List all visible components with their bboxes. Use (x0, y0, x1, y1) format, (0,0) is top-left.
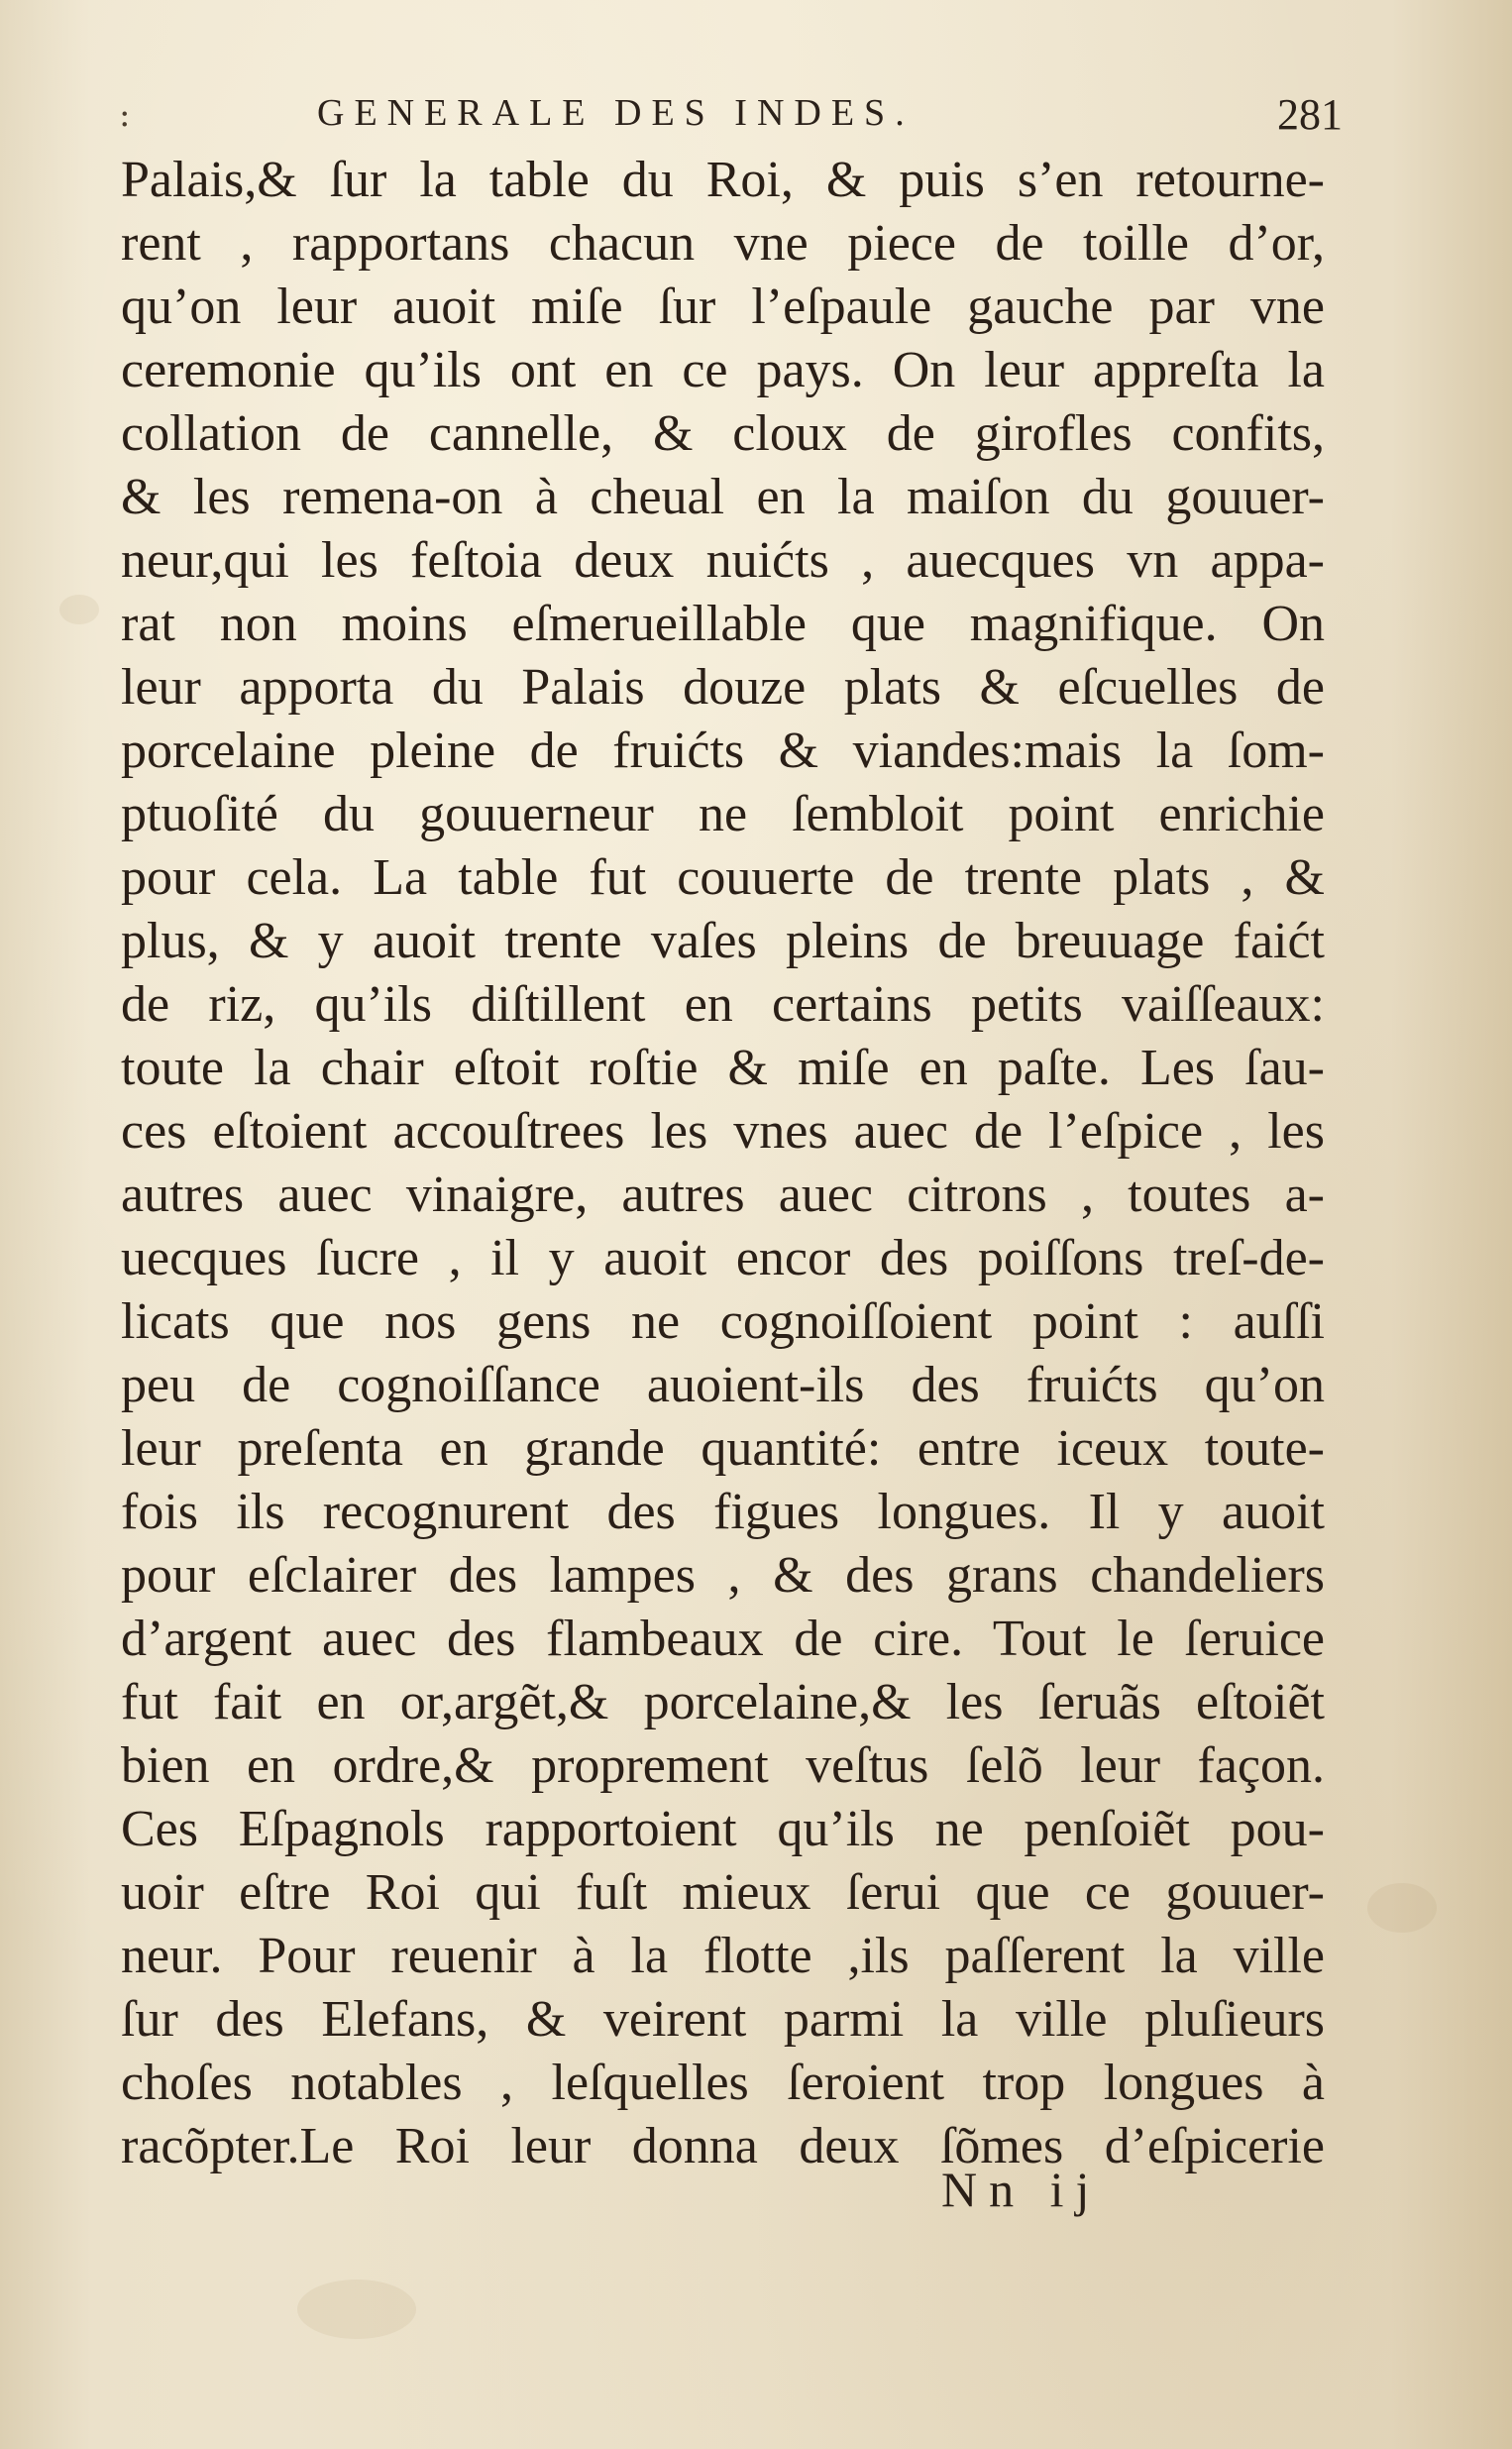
text-line: uoir eſtre Roi qui fuſt mieux ſerui que ce gouuer- (121, 1864, 1325, 1921)
text-line: autres auec vinaigre, autres auec citrons , toutes a- (121, 1167, 1325, 1223)
text-line: collation de cannelle, & cloux de girofles confits, (121, 405, 1325, 462)
text-line: & les remena-on à cheual en la maiſon du gouuer- (121, 469, 1325, 525)
text-line: fut fait en or,argẽt,& porcelaine,& les ſeruãs eſtoiẽt (121, 1674, 1325, 1730)
text-line: racõpter.Le Roi leur donna deux ſõmes d’eſpicerie (121, 2118, 1325, 2174)
text-line: leur apporta du Palais douze plats & eſcuelles de (121, 659, 1325, 716)
text-line: rat non moins eſmerueillable que magnifique. On (121, 596, 1325, 652)
text-line: d’argent auec des flambeaux de cire. Tout le ſeruice (121, 1611, 1325, 1667)
text-line: ceremonie qu’ils ont en ce pays. On leur appreſta la (121, 342, 1325, 398)
page-number: 281 (1277, 90, 1343, 139)
paper-stain (1367, 1883, 1437, 1933)
text-line: ces eſtoient accouſtrees les vnes auec de l’eſpice , les (121, 1103, 1325, 1160)
text-line: pour cela. La table fut couuerte de trente plats , & (121, 849, 1325, 906)
text-line: licats que nos gens ne cognoiſſoient point : auſſi (121, 1293, 1325, 1350)
text-line: toute la chair eſtoit roſtie & miſe en paſte. Les ſau- (121, 1040, 1325, 1096)
text-line: bien en ordre,& proprement veſtus ſelõ leur façon. (121, 1737, 1325, 1794)
header-mark: : (119, 95, 131, 135)
body-text (121, 149, 1325, 2178)
paper-stain (59, 595, 99, 624)
text-line: de riz, qu’ils diſtillent en certains petits vaiſſeaux: (121, 976, 1325, 1033)
text-line: Ces Eſpagnols rapportoient qu’ils ne penſoiẽt pou- (121, 1801, 1325, 1857)
signature-mark: Nn ij (941, 2162, 1102, 2217)
text-line: porcelaine pleine de fruićts & viandes:mais la ſom- (121, 723, 1325, 779)
text-line: choſes notables , leſquelles ſeroient trop longues à (121, 2055, 1325, 2111)
running-head: GENERALE DES INDES. (317, 92, 915, 134)
text-line: neur. Pour reuenir à la flotte ,ils paſſerent la ville (121, 1928, 1325, 1984)
text-line: qu’on leur auoit miſe ſur l’eſpaule gauche par vne (121, 278, 1325, 335)
text-line: uecques ſucre , il y auoit encor des poiſſons treſ-de- (121, 1230, 1325, 1286)
text-line: peu de cognoiſſance auoient-ils des fruićts qu’on (121, 1357, 1325, 1413)
text-line: leur preſenta en grande quantité: entre iceux toute- (121, 1420, 1325, 1477)
text-line: Palais,& ſur la table du Roi, & puis s’en retourne- (121, 152, 1325, 208)
text-line: neur,qui les feſtoia deux nuićts , auecques vn appa- (121, 532, 1325, 589)
text-line: pour eſclairer des lampes , & des grans chandeliers (121, 1547, 1325, 1604)
text-line: ſur des Elefans, & veirent parmi la ville pluſieurs (121, 1991, 1325, 2048)
page-header (119, 91, 1343, 139)
paper-stain (297, 2280, 416, 2339)
text-line: ptuoſité du gouuerneur ne ſembloit point enrichie (121, 786, 1325, 842)
text-line: rent , rapportans chacun vne piece de toille d’or, (121, 215, 1325, 272)
text-line: plus, & y auoit trente vaſes pleins de breuuage faićt (121, 913, 1325, 969)
text-line: fois ils recognurent des figues longues. Il y auoit (121, 1484, 1325, 1540)
